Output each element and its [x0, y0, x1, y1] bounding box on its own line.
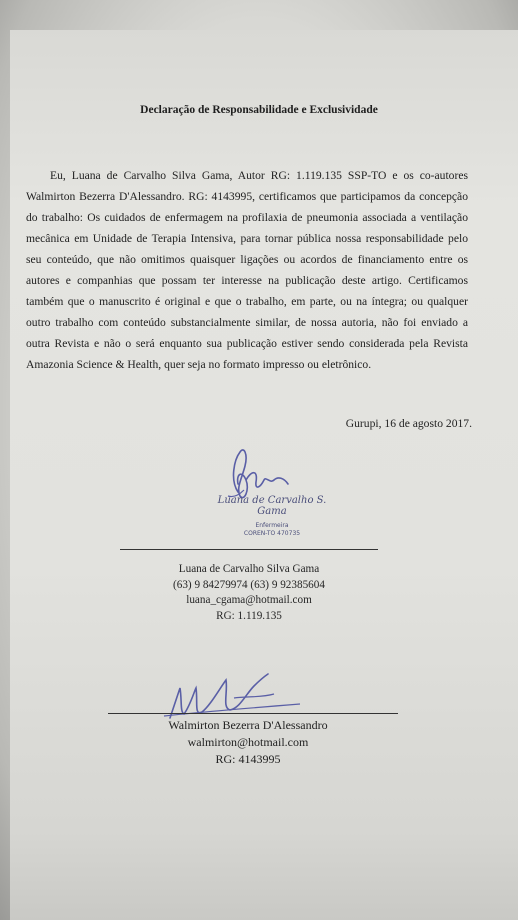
signatory-2-block: [108, 717, 388, 768]
signatory-2-rg: RG: 4143995: [215, 752, 281, 766]
declaration-body: [26, 165, 468, 375]
document-title: Declaração de Responsabilidade e Exclusividade: [140, 104, 378, 116]
declaration-paragraph: Eu, Luana de Carvalho Silva Gama, Autor RG: 1.119.135 SSP-TO e os co-autores Walmirton Bezerra D'Alessandro. RG: 4143995, certificamos que participamos da concepção do trabalho: Os cuidados de enfermagem na profilaxia de pneumonia associada a ventilação mecânica em Unidade de Terapia Intensiva, para tornar pública nossa responsabilidade pelo seu conteúdo, que não omitimos quaisquer ligações ou acordos de financiamento entre os autores e companhias que possam ter interesse na publicação deste artigo. Certificamos também que o manuscrito é original e que o trabalho, em parte, ou na íntegra; ou qualquer outro trabalho com conteúdo substancialmente similar, de nossa autoria, não foi enviado a outra Revista e não o será enquanto sua publicação estiver sendo considerada pela Revista Amazonia Science & Health, quer seja no formato impresso ou eletrônico.: [26, 169, 468, 371]
signatory-1-name: Luana de Carvalho Silva Gama: [178, 563, 320, 575]
stamp-name: Luana de Carvalho S. Gama: [217, 495, 327, 517]
signatory-1-email: luana_cgama@hotmail.com: [186, 594, 312, 606]
signature-line-2: [108, 713, 398, 714]
signatory-1-phones: (63) 9 84279974 (63) 9 92385604: [173, 578, 325, 591]
stamp-role: Enfermeira: [255, 522, 289, 529]
place-date: Gurupi, 16 de agosto 2017.: [345, 417, 472, 430]
signature-line-1: [120, 549, 378, 550]
signatory-1-rg: RG: 1.119.135: [216, 609, 282, 622]
signatory-2-email: walmirton@hotmail.com: [187, 735, 309, 749]
signatory-1-block: [120, 562, 378, 624]
stamp-coren: COREN-TO 470735: [243, 530, 301, 537]
professional-stamp: [202, 495, 342, 537]
signatory-2-name: Walmirton Bezerra D'Alessandro: [168, 718, 328, 732]
